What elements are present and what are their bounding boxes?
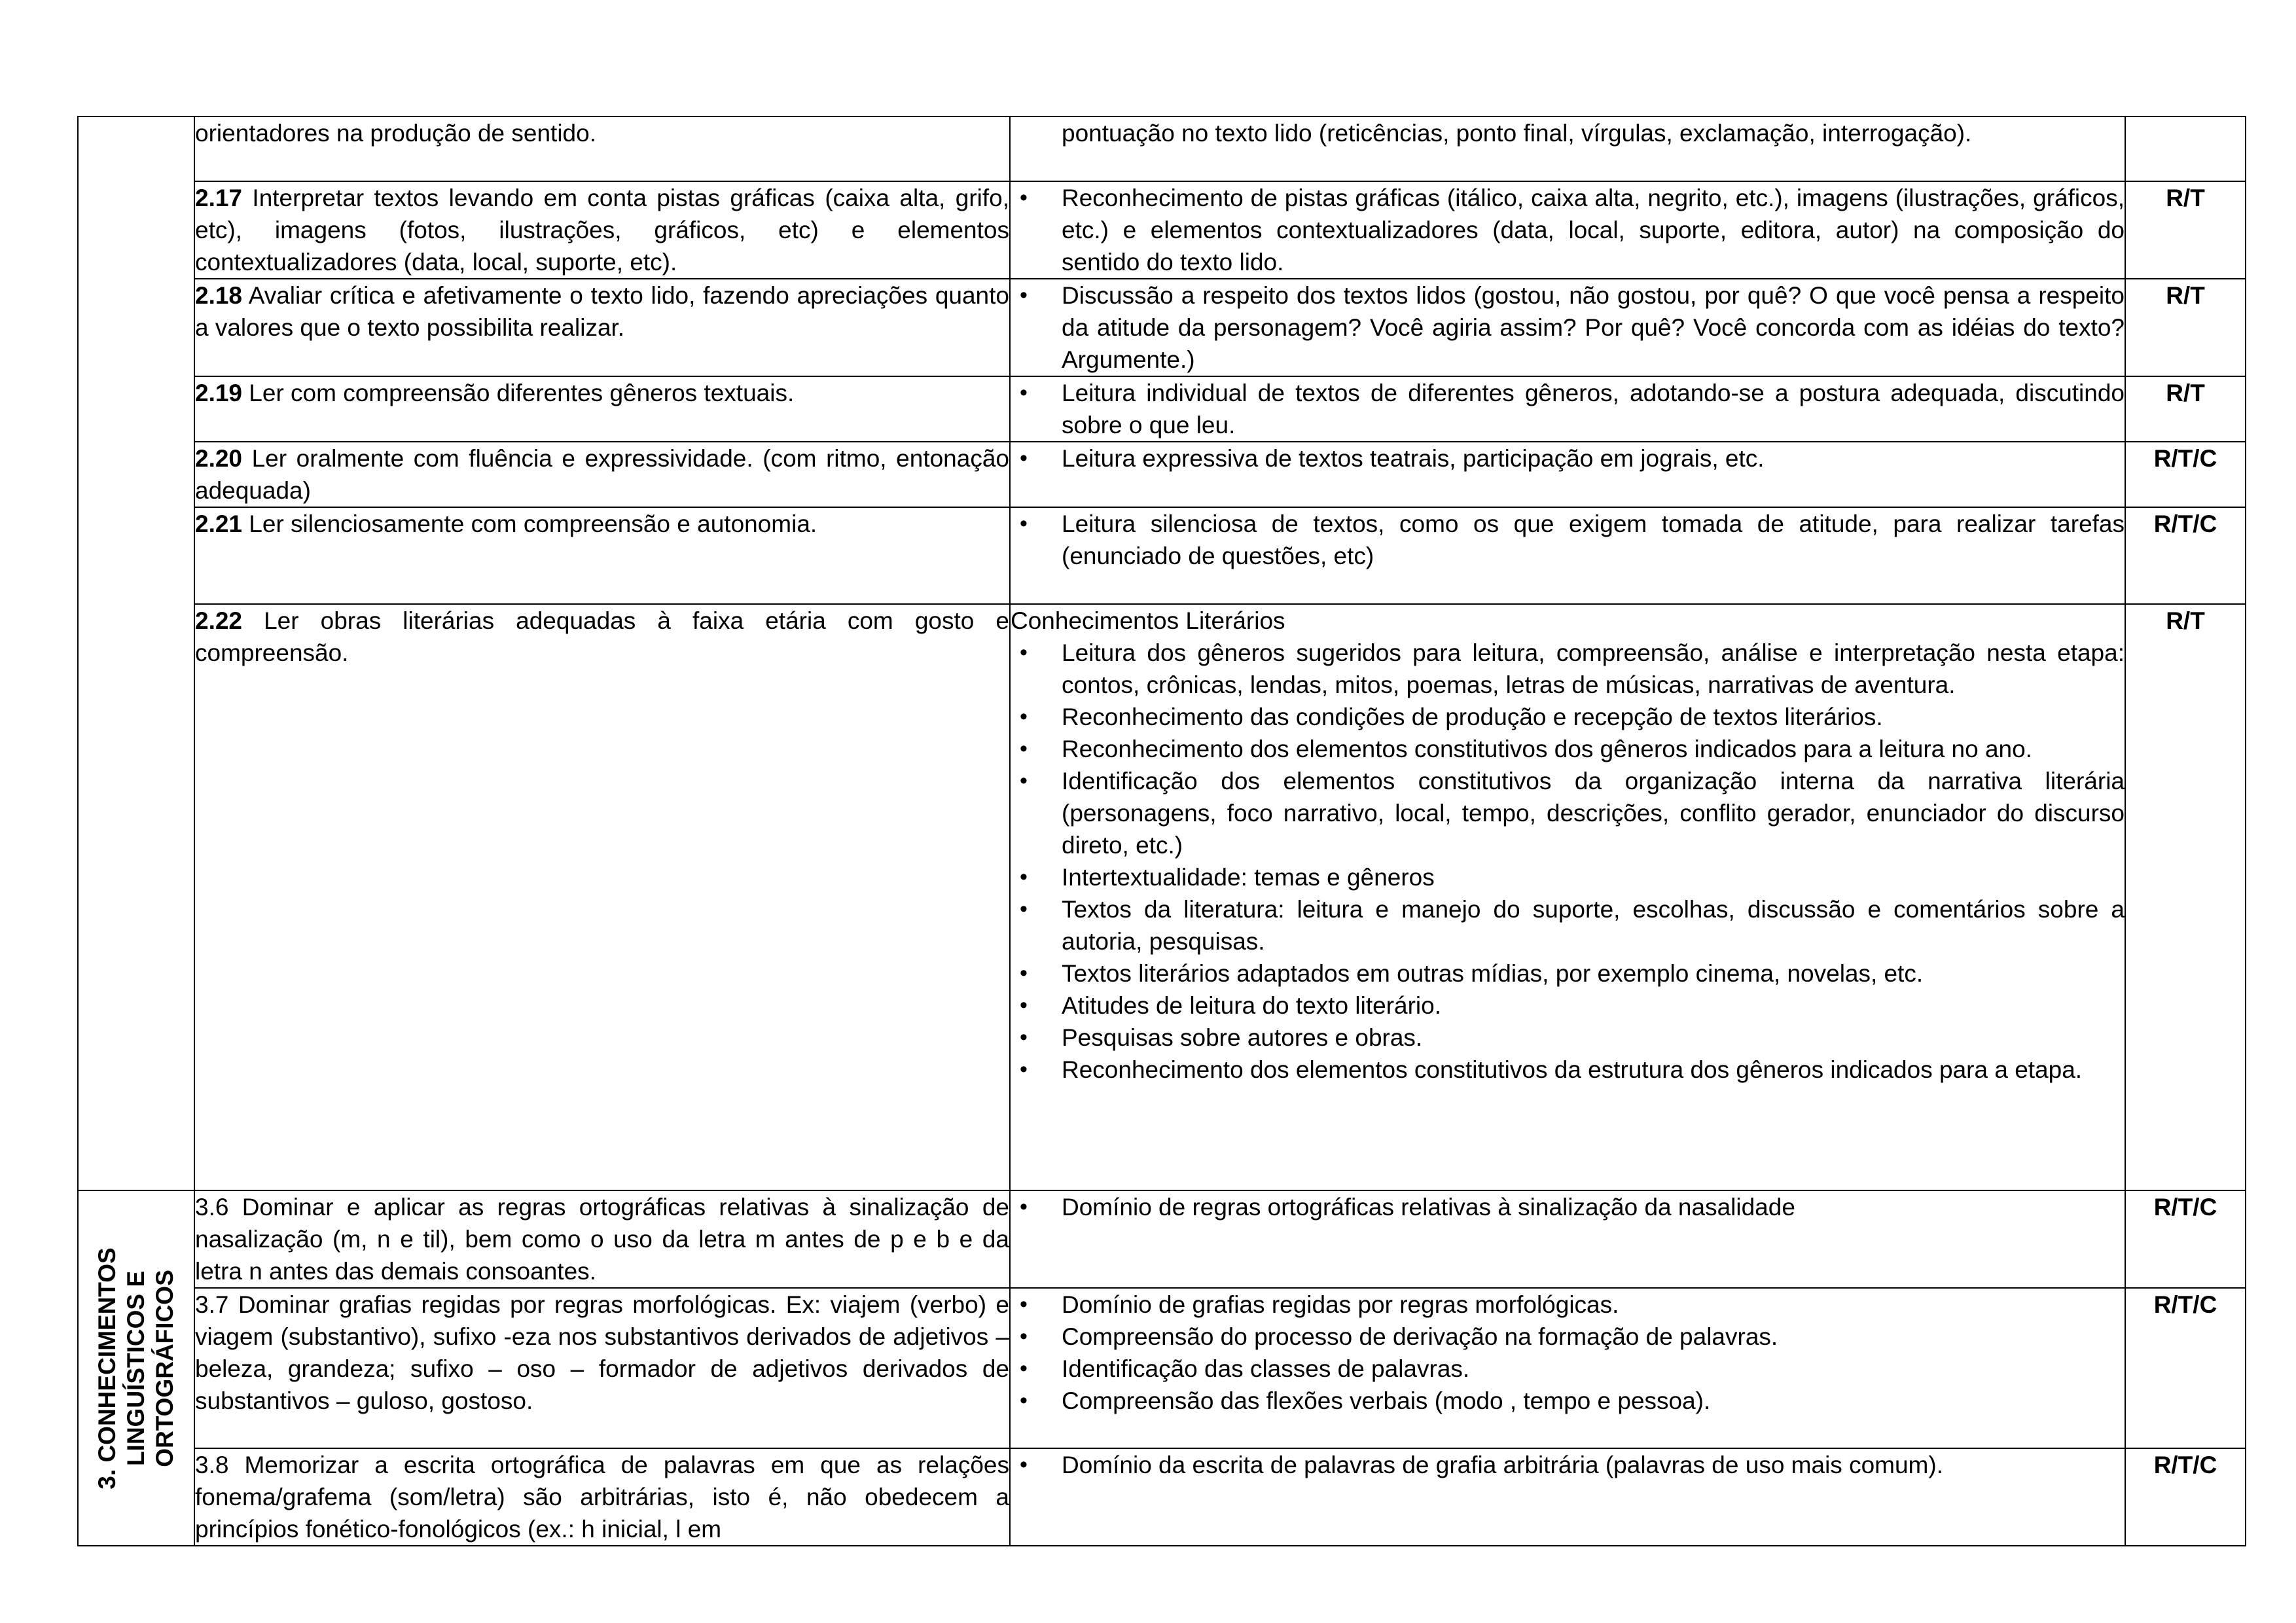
content-cell [1010,181,2125,279]
table-row [78,279,2246,376]
code-cell: R/T/C [2125,507,2246,604]
content-cell [1010,1190,2125,1288]
objective-cell: 2.20 Ler oralmente com fluência e expressividade. (com ritmo, entonação adequada) [194,442,1010,507]
table-row [78,1288,2246,1448]
table-row [78,507,2246,604]
objective-cell: 2.17 Interpretar textos levando em conta pistas gráficas (caixa alta, grifo, etc), imagens (fotos, ilustrações, gráficos, etc) e elementos contextualizadores (data, local, suporte, etc). [194,181,1010,279]
objective-cell: orientadores na produção de sentido. [194,116,1010,181]
objective-cell: 2.19 Ler com compreensão diferentes gêneros textuais. [194,376,1010,442]
content-item: • Leitura individual de textos de diferentes gêneros, adotando-se a postura adequada, discutindo sobre o que leu. [1011,377,2125,441]
code-cell: R/T [2125,604,2246,1190]
content-item: • Identificação dos elementos constitutivos da organização interna da narrativa literária (personagens, foco narrativo, local, tempo, descrições, conflito gerador, enunciador do discurso direto, etc.) [1011,765,2125,861]
code-cell: R/T/C [2125,442,2246,507]
content-item: • Domínio da escrita de palavras de grafia arbitrária (palavras de uso mais comum). [1011,1449,2125,1481]
curriculum-table [77,116,2246,1546]
content-item: • Reconhecimento das condições de produção e recepção de textos literários. [1011,701,2125,733]
content-cell [1010,376,2125,442]
objective-cell: 3.6 Dominar e aplicar as regras ortográficas relativas à sinalização de nasalização (m, n e til), bem como o uso da letra m antes de p e b e da letra n antes das demais consoantes. [194,1190,1010,1288]
content-item: • Domínio de grafias regidas por regras morfológicas. [1011,1289,2125,1321]
table-row [78,116,2246,181]
content-item: • Leitura dos gêneros sugeridos para leitura, compreensão, análise e interpretação nesta etapa: contos, crônicas, lendas, mitos, poemas, letras de músicas, narrativas de aventura. [1011,637,2125,701]
content-cell [1010,604,2125,1190]
area-label: 3. CONHECIMENTOS LINGUÍSTICOS E ORTOGRÁFICOS [94,1247,178,1489]
objective-cell: 2.21 Ler silenciosamente com compreensão e autonomia. [194,507,1010,604]
content-item: • Discussão a respeito dos textos lidos (gostou, não gostou, por quê? O que você pensa a respeito da atitude da personagem? Você agiria assim? Por quê? Você concorda com as idéias do texto? Argumente.) [1011,279,2125,376]
table-row [78,1190,2246,1288]
table-row [78,1448,2246,1546]
content-item: • Reconhecimento dos elementos constitutivos da estrutura dos gêneros indicados para a etapa. [1011,1054,2125,1086]
content-cell [1010,1448,2125,1546]
code-cell: R/T [2125,279,2246,376]
content-item: • Leitura silenciosa de textos, como os que exigem tomada de atitude, para realizar tarefas (enunciado de questões, etc) [1011,508,2125,572]
content-item: • Pesquisas sobre autores e obras. [1011,1022,2125,1054]
table-row [78,181,2246,279]
content-item: • Textos literários adaptados em outras mídias, por exemplo cinema, novelas, etc. [1011,957,2125,990]
content-item: • Leitura expressiva de textos teatrais, participação em jograis, etc. [1011,442,2125,474]
content-item: • Reconhecimento de pistas gráficas (itálico, caixa alta, negrito, etc.), imagens (ilustrações, gráficos, etc.) e elementos contextualizadores (data, local, suporte, editora, autor) na composição do sentido do texto lido. [1011,182,2125,278]
code-cell [2125,116,2246,181]
content-item: • Domínio de regras ortográficas relativas à sinalização da nasalidade [1011,1191,2125,1223]
code-cell: R/T/C [2125,1448,2246,1546]
code-cell: R/T/C [2125,1288,2246,1448]
content-cell [1010,1288,2125,1448]
content-item: • Textos da literatura: leitura e manejo do suporte, escolhas, discussão e comentários sobre a autoria, pesquisas. [1011,893,2125,957]
code-cell: R/T [2125,181,2246,279]
content-cell [1010,279,2125,376]
content-item: • Atitudes de leitura do texto literário. [1011,990,2125,1022]
content-item: • Reconhecimento dos elementos constitutivos dos gêneros indicados para a leitura no ano. [1011,733,2125,765]
content-cell [1010,442,2125,507]
objective-cell: 3.7 Dominar grafias regidas por regras morfológicas. Ex: viajem (verbo) e viagem (substantivo), sufixo -eza nos substantivos derivados de adjetivos – beleza, grandeza; sufixo – oso – formador de adjetivos derivados de substantivos – guloso, gostoso. [194,1288,1010,1448]
area-cell [78,1190,194,1546]
table-row [78,376,2246,442]
objective-cell: 3.8 Memorizar a escrita ortográfica de palavras em que as relações fonema/grafema (som/letra) são arbitrárias, isto é, não obedecem a princípios fonético-fonológicos (ex.: h inicial, l em [194,1448,1010,1546]
code-cell: R/T/C [2125,1190,2246,1288]
content-item: • Identificação das classes de palavras. [1011,1353,2125,1385]
content-item: • Intertextualidade: temas e gêneros [1011,861,2125,893]
content-cell [1010,116,2125,181]
objective-cell: 2.18 Avaliar crítica e afetivamente o texto lido, fazendo apreciações quanto a valores que o texto possibilita realizar. [194,279,1010,376]
content-heading: Conhecimentos Literários [1011,607,1285,634]
content-item: • Compreensão das flexões verbais (modo , tempo e pessoa). [1011,1385,2125,1417]
table-row [78,604,2246,1190]
content-item: pontuação no texto lido (reticências, ponto final, vírgulas, exclamação, interrogação). [1062,120,1972,147]
table-row [78,442,2246,507]
code-cell: R/T [2125,376,2246,442]
content-item: • Compreensão do processo de derivação na formação de palavras. [1011,1321,2125,1353]
content-cell [1010,507,2125,604]
area-cell-empty [78,116,194,1190]
objective-cell: 2.22 Ler obras literárias adequadas à faixa etária com gosto e compreensão. [194,604,1010,1190]
